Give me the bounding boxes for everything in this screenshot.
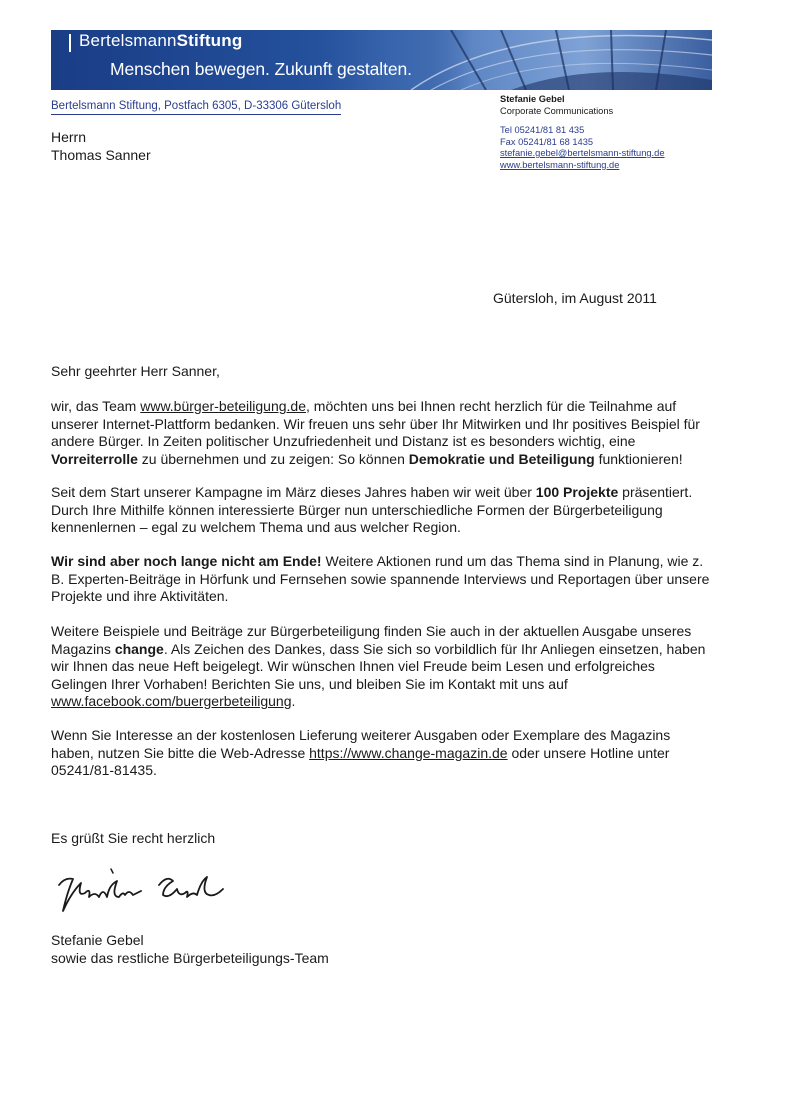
- contact-tel: Tel 05241/81 81 435: [500, 125, 585, 135]
- contact-email-link[interactable]: stefanie.gebel@bertelsmann-stiftung.de: [500, 148, 665, 158]
- paragraph-2: Seit dem Start unserer Kampagne im März dieses Jahres haben wir weit über 100 Projekte präsentiert. Durch Ihre Mithilfe können interessierte Bürger nun unterschiedliche Formen der Bürgerbeteiligung kennenlernen – egal zu welchem Thema und aus welcher Region.: [51, 484, 693, 535]
- magazine-link[interactable]: https://www.change-magazin.de: [309, 744, 508, 761]
- contact-block: [500, 94, 664, 171]
- paragraph-4: Weitere Beispiele und Beiträge zur Bürgerbeteiligung finden Sie auch in der aktuellen Ausgabe unseres Magazins change. Als Zeichen des Dankes, dass Sie sich so vorbildlich für Ihr Anliegen einsetzen, haben wir Ihnen das neue Heft beigelegt. Wir wünschen Ihnen viel Freude beim Lesen und erfolgreiches Gelingen Ihrer Vorhaben! Berichten Sie uns, und bleiben Sie im Kontakt mit uns auf www.facebook.com/buergerbeteiligung.: [51, 623, 706, 709]
- brand-logo: BertelsmannStiftung: [79, 31, 243, 50]
- recipient-salutation: Herrn: [51, 129, 87, 145]
- reichstag-dome-photo: [391, 30, 712, 90]
- platform-link[interactable]: www.bürger-beteiligung.de: [140, 398, 306, 414]
- sender-return-address: Bertelsmann Stiftung, Postfach 6305, D-33306 Gütersloh: [51, 100, 341, 115]
- brand-divider: [69, 34, 71, 52]
- recipient-name: Thomas Sanner: [51, 147, 151, 163]
- contact-department: Corporate Communications: [500, 105, 614, 116]
- signer-team: sowie das restliche Bürgerbeteiligungs-Team: [51, 949, 329, 966]
- paragraph-5: Wenn Sie Interesse an der kostenlosen Lieferung weiterer Ausgaben oder Exemplare des Magazins haben, nutzen Sie bitte die Web-Adresse https://www.change-magazin.de oder unsere Hotline unter 05241/81-81435.: [51, 727, 671, 778]
- recipient-address: [51, 128, 151, 164]
- contact-name: Stefanie Gebel: [500, 94, 565, 104]
- dateline: Gütersloh, im August 2011: [493, 290, 657, 306]
- handwritten-signature: [51, 863, 241, 923]
- header-banner: [51, 30, 712, 90]
- contact-fax: Fax 05241/81 68 1435: [500, 136, 594, 147]
- closing: Es grüßt Sie recht herzlich: [51, 830, 216, 846]
- paragraph-1: wir, das Team www.bürger-beteiligung.de, möchten uns bei Ihnen recht herzlich für die Teilnahme auf unserer Internet-Plattform bedanken. Wir freuen uns sehr über Ihr Mitwirken und Ihr positives Beispiel für andere Bürger. In Zeiten politischer Unzufriedenheit und Distanz ist es besonders wichtig, eine Vorreiterrolle zu übernehmen und zu zeigen: So können Demokratie und Beteiligung funktionieren!: [51, 398, 700, 467]
- signer-block: [51, 932, 711, 967]
- contact-web-link[interactable]: www.bertelsmann-stiftung.de: [500, 159, 620, 170]
- greeting: Sehr geehrter Herr Sanner,: [51, 363, 220, 379]
- signer-name: Stefanie Gebel: [51, 932, 144, 948]
- paragraph-3: Wir sind aber noch lange nicht am Ende! Weitere Aktionen rund um das Thema sind in Planung, wie z. B. Experten-Beiträge in Hörfunk und Fernsehen sowie spannende Interviews und Reportagen über unsere Projekte und ihre Aktivitäten.: [51, 553, 710, 604]
- facebook-link[interactable]: www.facebook.com/buergerbeteiligung: [51, 693, 292, 709]
- brand-slogan: Menschen bewegen. Zukunft gestalten.: [110, 59, 412, 79]
